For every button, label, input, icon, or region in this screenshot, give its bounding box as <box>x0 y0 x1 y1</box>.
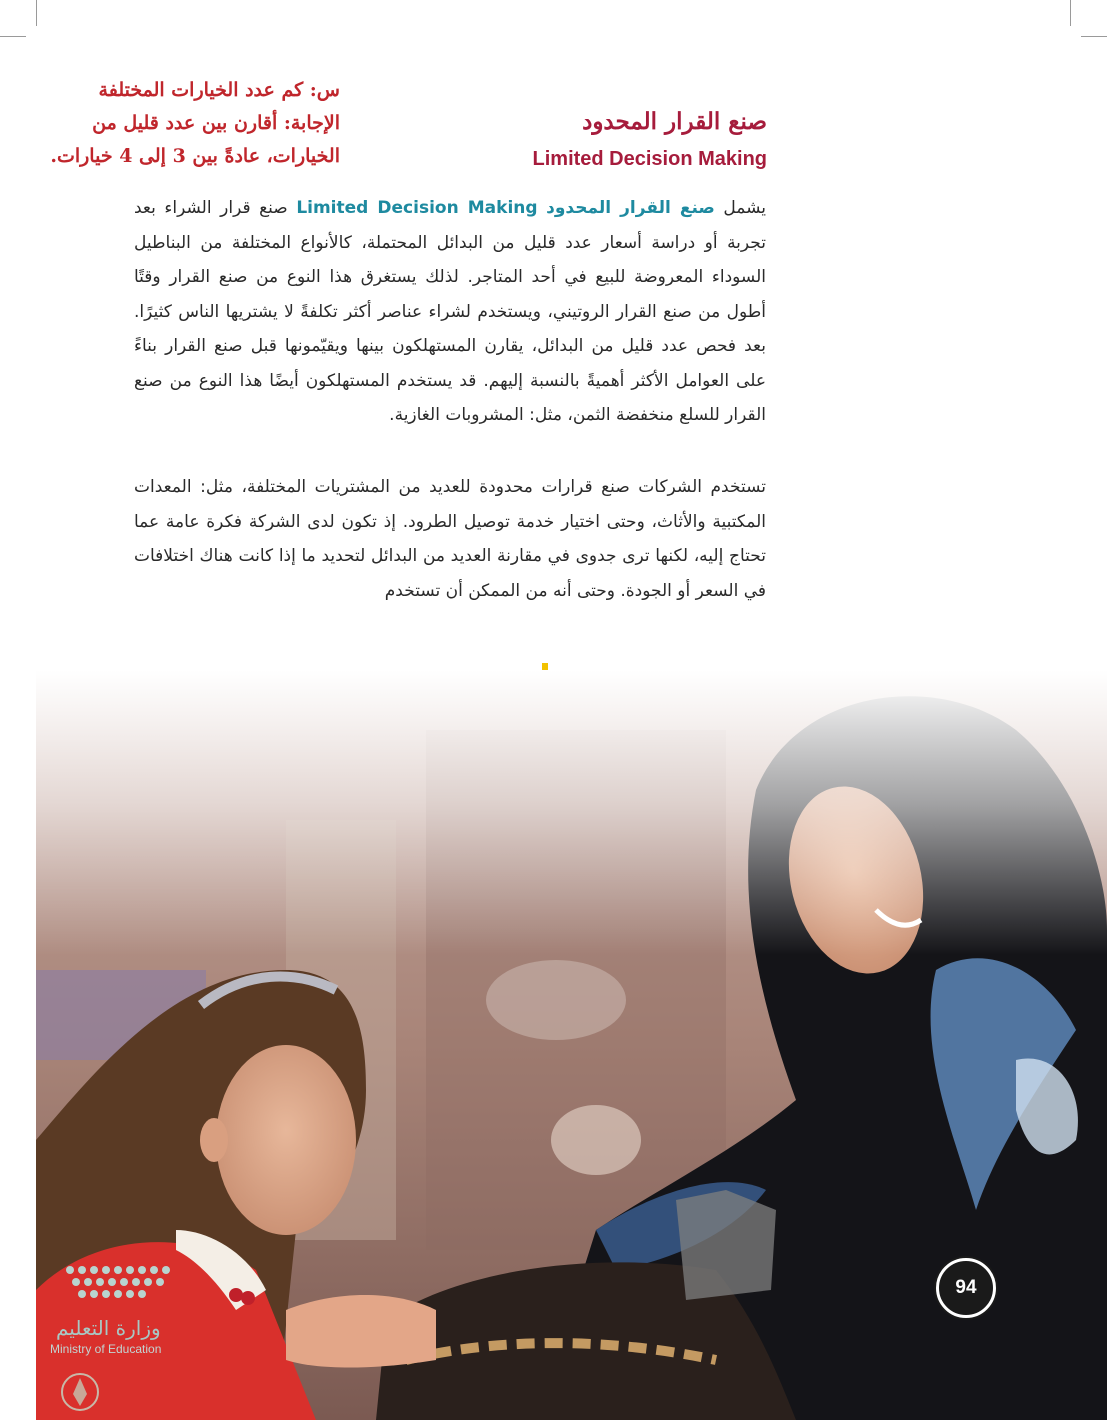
key-term-arabic: صنع القرار المحدود <box>546 198 715 218</box>
paragraph-1 <box>134 191 766 433</box>
crop-mark <box>1070 0 1071 26</box>
crop-mark <box>0 36 26 37</box>
paragraph-2-text: تستخدم الشركات صنع قرارات محدودة للعديد من المشتريات المختلفة، مثل: المعدات المكتبية والأثاث، وحتى اختيار خدمة توصيل الطرود. إذ تكون لدى الشركة فكرة عامة عما تحتاج إليه، لكنها ترى جدوى في مقارنة العديد من البدائل لتحديد ما إذا كانت هناك اختلافات في السعر أو الجودة. وحتى أنه من الممكن أن تستخدم <box>134 477 766 601</box>
pen-nib-icon <box>60 1370 100 1416</box>
paragraph-1-rest: صنع قرار الشراء بعد تجربة أو دراسة أسعار عدد قليل من البدائل المحتملة، كالأنواع المختلفة من البناطيل السوداء المعروضة للبيع في أحد المتاجر. لذلك يستغرق هذا النوع من صنع القرار وقتًا أطول من صنع القرار الروتيني، ويستخدم لشراء عناصر أكثر تكلفةً لا يشتريها الناس كثيرًا. بعد فحص عدد قليل من البدائل، يقارن المستهلكون بينها ويقيّمونها قبل صنع القرار بناءً على العوامل الأكثر أهميةً بالنسبة إليهم. قد يستخدم المستهلكون أيضًا هذا النوع من صنع القرار للسلع منخفضة الثمن، مثل: المشروبات الغازية. <box>134 198 766 425</box>
ministry-name-english: Ministry of Education <box>50 1342 162 1356</box>
annotation-question: س: كم عدد الخيارات المختلفة <box>98 79 340 101</box>
section-title-arabic: صنع القرار المحدود <box>582 108 767 135</box>
annotation-answer-line-1: الإجابة: أقارن بين عدد قليل من <box>92 112 340 134</box>
page-number: 94 <box>936 1258 996 1318</box>
teacher-annotation <box>40 74 340 173</box>
ministry-name-arabic: وزارة التعليم <box>56 1316 161 1340</box>
annotation-answer-line-2: الخيارات، عادةً بين 3 إلى 4 خيارات. <box>50 145 340 167</box>
crop-mark <box>1081 36 1107 37</box>
paragraph-1-start: يشمل <box>723 198 767 218</box>
paragraph-2 <box>134 470 766 608</box>
section-title-english: Limited Decision Making <box>532 148 767 170</box>
ministry-logo <box>50 1250 210 1420</box>
key-term-english: Limited Decision Making <box>296 198 538 218</box>
crop-mark <box>36 0 37 26</box>
ministry-emblem-icon <box>50 1250 210 1310</box>
